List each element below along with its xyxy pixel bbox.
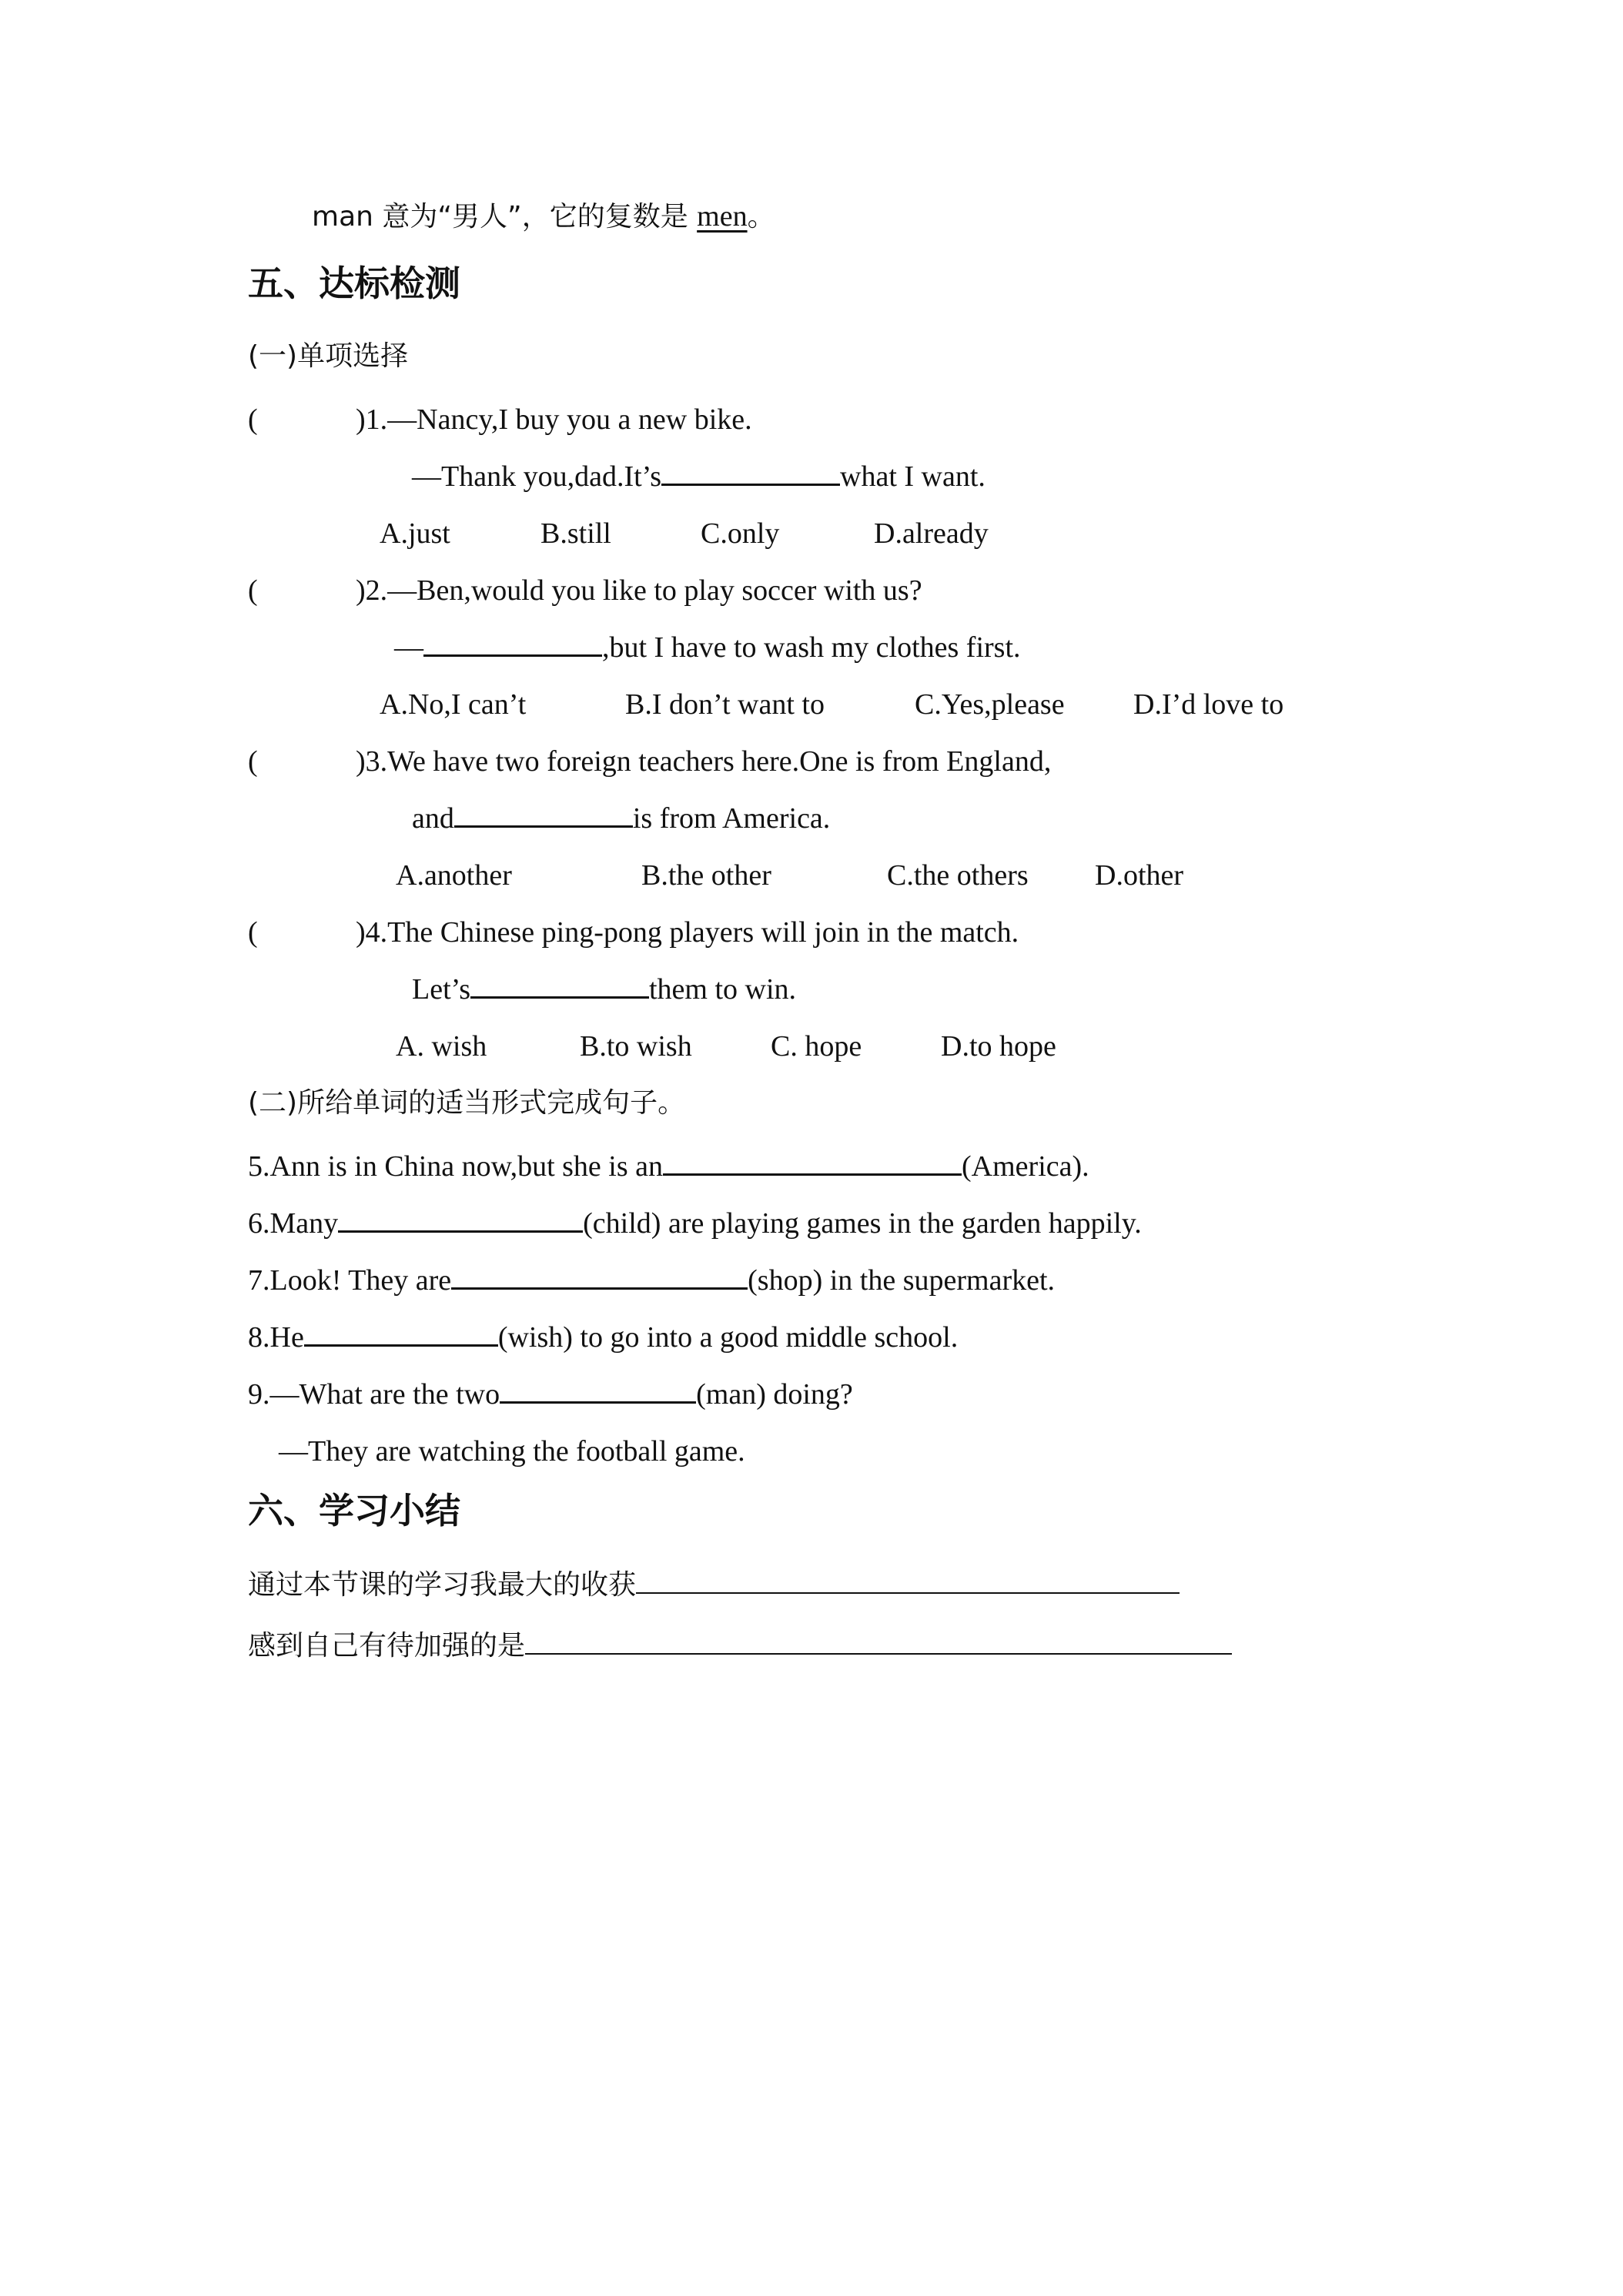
q3-stem: )3.We have two foreign teachers here.One is from England, (356, 745, 1052, 778)
q1-line2-pre: —Thank you,dad.It’s (412, 460, 662, 493)
q2-option-b: B.I don’t want to (625, 688, 825, 721)
q2-line2-post: ,but I have to wash my clothes first. (602, 631, 1021, 664)
q4-option-a: A. wish (396, 1030, 487, 1063)
q1-option-c: C.only (701, 517, 780, 550)
q2-line2 (394, 630, 1021, 665)
q2-blank[interactable] (423, 631, 602, 657)
q3-line2-pre: and (412, 802, 454, 835)
q3-line2-post: is from America. (632, 802, 831, 835)
q4-stem: )4.The Chinese ping-pong players will join in the match. (356, 916, 1019, 949)
q8-pre: 8.He (248, 1321, 304, 1354)
q4-option-d: D.to hope (941, 1030, 1056, 1063)
q1-option-d: D.already (874, 517, 989, 550)
q1-option-b: B.still (540, 517, 611, 550)
q9-line (248, 1377, 853, 1412)
q4-option-c: C. hope (771, 1030, 862, 1063)
q2-option-d: D.I’d love to (1133, 688, 1284, 721)
q8-blank[interactable] (304, 1321, 498, 1347)
q9-post: (man) doing? (696, 1378, 853, 1411)
q3-line2 (412, 801, 830, 836)
q4-line2-post: them to win. (648, 973, 797, 1006)
q8-line (248, 1320, 958, 1355)
section-6-title: 六、学习小结 (248, 1490, 460, 1531)
summary-gain-line (248, 1567, 1180, 1603)
q3-blank[interactable] (454, 802, 633, 828)
q2-option-c: C.Yes,please (915, 688, 1065, 721)
q9-blank[interactable] (500, 1378, 696, 1404)
section-5-title: 五、达标检测 (248, 263, 460, 304)
intro-suffix: 。 (747, 201, 775, 233)
q5-pre: 5.Ann is in China now,but she is an (248, 1150, 664, 1183)
q4-blank[interactable] (470, 973, 649, 999)
q3-option-c: C.the others (887, 859, 1029, 892)
q3-option-d: D.other (1095, 859, 1184, 892)
q5-post: (America). (962, 1150, 1089, 1183)
q1-option-a: A.just (380, 517, 450, 550)
intro-prefix: man 意为“男人”，它的复数是 (312, 201, 698, 233)
q7-post: (shop) in the supermarket. (748, 1264, 1056, 1297)
q1-stem: )1.—Nancy,I buy you a new bike. (356, 403, 752, 436)
q6-blank[interactable] (338, 1207, 583, 1233)
q3-answer-paren[interactable]: ( (248, 745, 258, 778)
q2-option-a: A.No,I can’t (380, 688, 527, 721)
q6-line (248, 1206, 1142, 1241)
q2-answer-paren[interactable]: ( (248, 574, 258, 607)
summary-improve-blank[interactable] (525, 1630, 1232, 1655)
q1-blank[interactable] (661, 460, 840, 486)
q7-line (248, 1263, 1055, 1298)
q6-post: (child) are playing games in the garden happily. (583, 1207, 1142, 1240)
summary-improve-line (248, 1628, 1232, 1664)
q7-pre: 7.Look! They are (248, 1264, 452, 1297)
q4-line2 (412, 972, 796, 1007)
intro-answer: men (697, 200, 748, 233)
q4-line2-pre: Let’s (412, 973, 470, 1006)
q8-post: (wish) to go into a good middle school. (497, 1321, 959, 1354)
q1-answer-paren[interactable]: ( (248, 403, 258, 436)
q9-answer-line: —They are watching the football game. (279, 1435, 745, 1468)
q6-pre: 6.Many (248, 1207, 339, 1240)
summary-gain-label: 通过本节课的学习我最大的收获 (248, 1569, 637, 1601)
q1-line2 (412, 459, 986, 494)
q2-line2-pre: — (394, 631, 423, 664)
summary-improve-label: 感到自己有待加强的是 (248, 1630, 526, 1662)
part-2-title: (二)所给单词的适当形式完成句子。 (248, 1087, 686, 1119)
q5-line (248, 1149, 1089, 1184)
q7-blank[interactable] (451, 1264, 748, 1290)
q3-option-b: B.the other (641, 859, 771, 892)
q2-stem: )2.—Ben,would you like to play soccer with us? (356, 574, 922, 607)
q3-option-a: A.another (396, 859, 512, 892)
q5-blank[interactable] (663, 1150, 962, 1176)
q9-pre: 9.—What are the two (248, 1378, 500, 1411)
q4-option-b: B.to wish (580, 1030, 692, 1063)
summary-gain-blank[interactable] (636, 1569, 1180, 1594)
part-1-title: (一)单项选择 (248, 340, 409, 372)
q4-answer-paren[interactable]: ( (248, 916, 258, 949)
q1-line2-post: what I want. (840, 460, 986, 493)
intro-line (312, 199, 775, 235)
